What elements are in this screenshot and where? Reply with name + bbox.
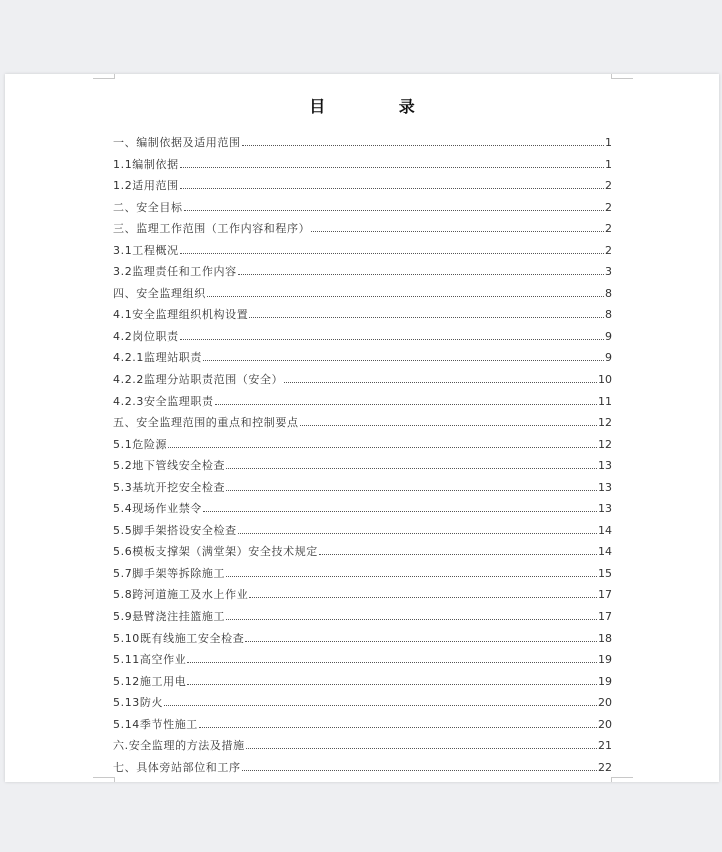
toc-entry[interactable]	[113, 457, 612, 479]
toc-entry-page-number: 20	[598, 717, 612, 731]
toc-entry[interactable]	[113, 306, 612, 328]
toc-entry-label: 5.2地下管线安全检查	[113, 459, 226, 473]
toc-entry-label: 3.2监理责任和工作内容	[113, 265, 237, 279]
toc-title: 目 录	[309, 97, 449, 116]
toc-entry[interactable]	[113, 608, 612, 630]
toc-entry-label: 5.8跨河道施工及水上作业	[113, 588, 249, 602]
toc-entry-label: 三、监理工作范围（工作内容和程序）	[113, 222, 311, 236]
toc-entry-page-number: 9	[605, 351, 612, 365]
toc-dot-leader	[319, 554, 597, 555]
toc-dot-leader	[238, 533, 597, 534]
toc-dot-leader	[249, 317, 604, 318]
toc-entry-page-number: 2	[605, 222, 612, 236]
toc-dot-leader	[246, 748, 597, 749]
toc-entry[interactable]	[113, 543, 612, 565]
document-page	[5, 74, 719, 782]
crop-mark	[93, 78, 115, 79]
toc-entry[interactable]	[113, 349, 612, 371]
toc-entry[interactable]	[113, 500, 612, 522]
toc-entry-label: 四、安全监理组织	[113, 286, 206, 300]
toc-entry[interactable]	[113, 371, 612, 393]
toc-entry-label: 4.2.3安全监理职责	[113, 394, 214, 408]
toc-entry-page-number: 13	[598, 502, 612, 516]
toc-entry-page-number: 20	[598, 696, 612, 710]
toc-entry-page-number: 15	[598, 566, 612, 580]
toc-entry-page-number: 13	[598, 459, 612, 473]
toc-dot-leader	[168, 447, 597, 448]
toc-dot-leader	[300, 425, 597, 426]
toc-entry-label: 1.2适用范围	[113, 179, 179, 193]
toc-dot-leader	[284, 382, 597, 383]
toc-entry-label: 二、安全目标	[113, 200, 183, 214]
toc-entry[interactable]	[113, 673, 612, 695]
toc-dot-leader	[226, 490, 597, 491]
toc-entry[interactable]	[113, 565, 612, 587]
toc-entry-label: 5.1危险源	[113, 437, 168, 451]
crop-mark	[611, 78, 633, 79]
toc-dot-leader	[249, 597, 597, 598]
toc-dot-leader	[238, 274, 604, 275]
toc-dot-leader	[199, 727, 597, 728]
toc-entry[interactable]	[113, 479, 612, 501]
toc-entry-page-number: 12	[598, 416, 612, 430]
toc-entry-label: 1.1编制依据	[113, 157, 179, 171]
toc-entry-label: 一、编制依据及适用范围	[113, 136, 241, 149]
toc-entry-page-number: 11	[598, 394, 612, 408]
toc-entry-label: 4.2岗位职责	[113, 329, 179, 343]
toc-entry-page-number: 17	[598, 588, 612, 602]
crop-mark	[611, 74, 612, 78]
toc-dot-leader	[184, 210, 604, 211]
toc-entry-label: 5.5脚手架搭设安全检查	[113, 523, 237, 537]
toc-entry[interactable]	[113, 263, 612, 285]
toc-entry-page-number: 2	[605, 243, 612, 257]
toc-entry-label: 五、安全监理范围的重点和控制要点	[113, 416, 299, 430]
toc-entry-page-number: 8	[605, 308, 612, 322]
toc-entry-label: 5.11高空作业	[113, 653, 187, 667]
toc-entry-label: 5.12施工用电	[113, 674, 187, 688]
toc-dot-leader	[180, 339, 604, 340]
toc-dot-leader	[203, 360, 604, 361]
toc-entry[interactable]	[113, 328, 612, 350]
toc-entry-label: 3.1工程概况	[113, 243, 179, 257]
crop-mark	[93, 777, 115, 778]
crop-mark	[611, 777, 633, 778]
toc-dot-leader	[180, 188, 604, 189]
toc-entry[interactable]	[113, 177, 612, 199]
toc-entry-page-number: 1	[605, 136, 612, 149]
toc-entry-label: 5.3基坑开挖安全检查	[113, 480, 226, 494]
toc-entry[interactable]	[113, 651, 612, 673]
toc-dot-leader	[226, 468, 597, 469]
toc-entry-page-number: 9	[605, 329, 612, 343]
toc-entry-page-number: 8	[605, 286, 612, 300]
toc-entry[interactable]	[113, 393, 612, 415]
toc-dot-leader	[180, 167, 604, 168]
toc-entry-page-number: 14	[598, 523, 612, 537]
toc-entry[interactable]	[113, 220, 612, 242]
toc-entry-page-number: 22	[598, 760, 612, 774]
toc-dot-leader	[203, 511, 597, 512]
toc-entry-label: 5.14季节性施工	[113, 717, 198, 731]
toc-entry-label: 六.安全监理的方法及措施	[113, 739, 245, 753]
toc-entry[interactable]	[113, 694, 612, 716]
toc-dot-leader	[207, 296, 604, 297]
toc-entry-page-number: 17	[598, 610, 612, 624]
toc-entry[interactable]	[113, 436, 612, 458]
toc-entry-label: 5.9悬臂浇注挂篮施工	[113, 610, 226, 624]
toc-entry-page-number: 18	[598, 631, 612, 645]
toc-entry-page-number: 2	[605, 179, 612, 193]
toc-dot-leader	[187, 662, 597, 663]
table-of-contents	[113, 134, 612, 780]
toc-entry-page-number: 2	[605, 200, 612, 214]
toc-dot-leader	[215, 404, 597, 405]
toc-entry[interactable]	[113, 716, 612, 738]
toc-dot-leader	[311, 231, 604, 232]
toc-entry[interactable]	[113, 414, 612, 436]
toc-entry-page-number: 1	[605, 157, 612, 171]
toc-entry[interactable]	[113, 759, 612, 781]
toc-dot-leader	[226, 576, 597, 577]
toc-dot-leader	[164, 705, 597, 706]
toc-entry-label: 5.4现场作业禁令	[113, 502, 202, 516]
toc-entry[interactable]	[113, 156, 612, 178]
toc-entry-label: 4.2.1监理站职责	[113, 351, 202, 365]
toc-entry-page-number: 12	[598, 437, 612, 451]
toc-dot-leader	[242, 770, 597, 771]
toc-entry-label: 5.13防火	[113, 696, 164, 710]
toc-entry-label: 5.6模板支撑架（满堂架）安全技术规定	[113, 545, 318, 559]
toc-entry-label: 5.10既有线施工安全检查	[113, 631, 245, 645]
toc-dot-leader	[226, 619, 597, 620]
toc-entry-label: 5.7脚手架等拆除施工	[113, 566, 226, 580]
toc-entry[interactable]	[113, 134, 612, 156]
crop-mark	[114, 74, 115, 78]
toc-entry[interactable]	[113, 630, 612, 652]
toc-entry-page-number: 19	[598, 653, 612, 667]
toc-entry-page-number: 19	[598, 674, 612, 688]
toc-entry[interactable]	[113, 285, 612, 307]
toc-entry-page-number: 21	[598, 739, 612, 753]
toc-entry-page-number: 14	[598, 545, 612, 559]
toc-entry-page-number: 3	[605, 265, 612, 279]
toc-entry-label: 七、具体旁站部位和工序	[113, 760, 241, 774]
toc-entry[interactable]	[113, 199, 612, 221]
toc-dot-leader	[245, 641, 597, 642]
toc-entry-page-number: 10	[598, 373, 612, 387]
toc-dot-leader	[187, 684, 597, 685]
toc-entry-page-number: 13	[598, 480, 612, 494]
toc-entry[interactable]	[113, 737, 612, 759]
toc-entry[interactable]	[113, 522, 612, 544]
toc-entry-label: 4.2.2监理分站职责范围（安全）	[113, 373, 284, 387]
toc-dot-leader	[242, 145, 604, 146]
toc-entry[interactable]	[113, 586, 612, 608]
toc-dot-leader	[180, 253, 604, 254]
toc-entry[interactable]	[113, 242, 612, 264]
toc-entry-label: 4.1安全监理组织机构设置	[113, 308, 249, 322]
